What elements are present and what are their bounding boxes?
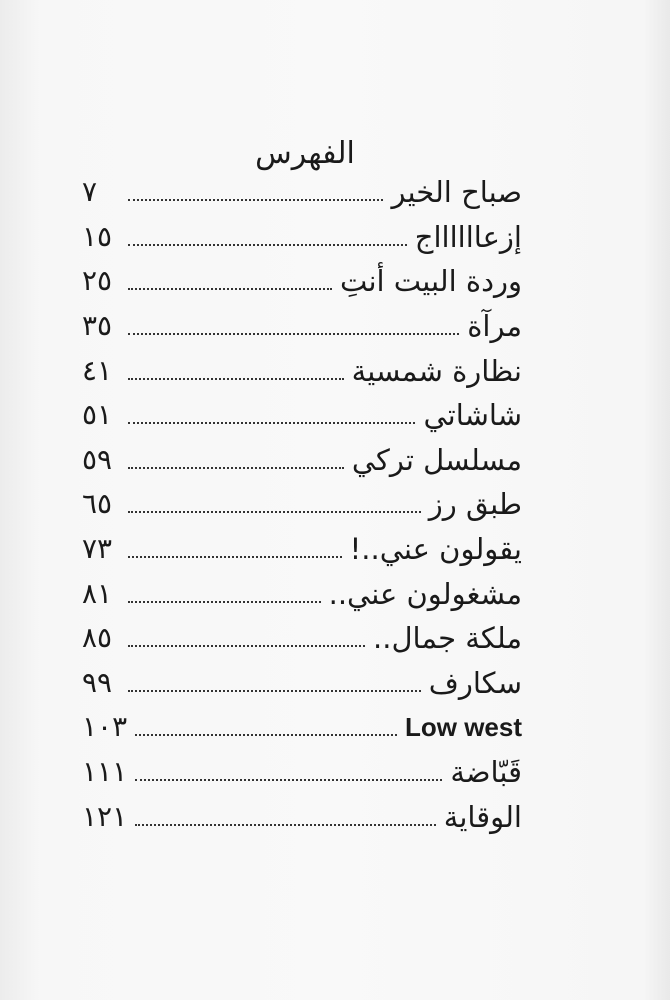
toc-entry-page: ٧٣: [82, 532, 113, 566]
toc-entry-title: إزعااااااج: [414, 219, 522, 254]
dot-leader: [128, 467, 344, 469]
toc-entry: [82, 750, 522, 795]
toc-entry-title: ملكة جمال..: [373, 621, 522, 656]
dot-leader: [128, 556, 342, 558]
toc-entry: [82, 661, 522, 706]
dot-leader: [128, 244, 407, 246]
dot-leader: [128, 645, 365, 647]
toc-entry-page: ١٠٣: [82, 710, 128, 744]
toc-list: [82, 170, 522, 839]
dot-leader: [128, 333, 459, 335]
toc-entry-page: ٥٩: [82, 442, 113, 476]
dot-leader: [128, 511, 421, 513]
toc-entry-page: ١٥: [82, 219, 113, 253]
toc-entry-page: ١١١: [82, 755, 128, 789]
dot-leader: [128, 288, 332, 290]
dot-leader: [128, 601, 321, 603]
toc-title: الفهرس: [255, 136, 355, 171]
toc-entry-page: ٧: [82, 175, 98, 209]
toc-entry: [82, 393, 522, 438]
dot-leader: [135, 734, 397, 736]
toc-entry-title: نظارة شمسية: [351, 353, 522, 388]
toc-entry-title: قَبّاضة: [450, 755, 522, 790]
toc-entry-page: ٦٥: [82, 487, 113, 521]
toc-entry-page: ٣٥: [82, 309, 113, 343]
toc-entry: [82, 170, 522, 215]
toc-entry-page: ٢٥: [82, 264, 113, 298]
dot-leader: [128, 422, 415, 424]
toc-entry-page: ٤١: [82, 353, 113, 387]
toc-entry: [82, 482, 522, 527]
dot-leader: [135, 779, 442, 781]
dot-leader: [128, 690, 421, 692]
toc-entry-title: صباح الخير: [391, 175, 522, 210]
toc-entry-page: ٨١: [82, 576, 113, 610]
toc-entry: [82, 215, 522, 260]
toc-entry: [82, 348, 522, 393]
toc-entry-page: ١٢١: [82, 799, 128, 833]
toc-entry-title: Low west: [404, 712, 522, 743]
toc-entry-title: مسلسل تركي: [351, 442, 522, 477]
toc-entry-page: ٥١: [82, 398, 113, 432]
toc-entry-title: طبق رز: [428, 487, 522, 522]
toc-entry-title: وردة البيت أنتِ: [339, 264, 522, 299]
toc-entry-title: مشغولون عني..: [328, 576, 522, 611]
toc-entry: [82, 527, 522, 572]
toc-entry-page: ٩٩: [82, 665, 113, 699]
toc-entry: [82, 438, 522, 483]
toc-entry: [82, 259, 522, 304]
toc-entry: [82, 616, 522, 661]
toc-entry-title: شاشاتي: [423, 398, 522, 433]
toc-entry-page: ٨٥: [82, 621, 113, 655]
toc-entry-title: يقولون عني..!: [349, 532, 522, 567]
toc-entry-title: مرآة: [467, 309, 522, 344]
toc-entry: [82, 705, 522, 750]
dot-leader: [128, 199, 383, 201]
toc-entry: [82, 571, 522, 616]
toc-entry: [82, 794, 522, 839]
dot-leader: [128, 378, 344, 380]
toc-entry-title: الوقاية: [443, 799, 522, 834]
dot-leader: [135, 824, 436, 826]
toc-entry: [82, 304, 522, 349]
toc-entry-title: سكارف: [428, 665, 522, 700]
